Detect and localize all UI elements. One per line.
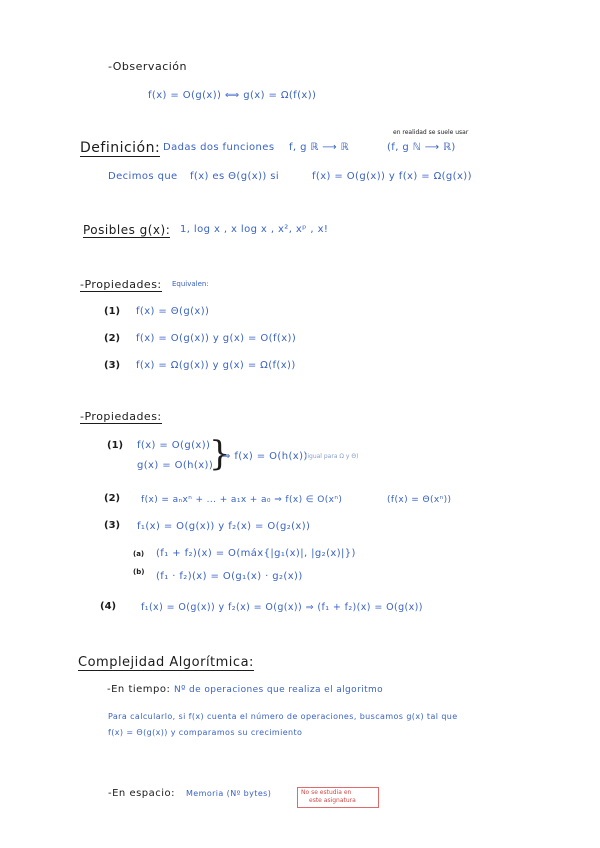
complejidad-heading: Complejidad Algorítmica: bbox=[78, 655, 254, 670]
prop2-2-num: (2) bbox=[104, 493, 121, 504]
prop1-item-1-num: (1) bbox=[104, 306, 121, 317]
curly-brace: } bbox=[209, 434, 231, 474]
espacio-text: Memoria (Nº bytes) bbox=[186, 789, 272, 798]
tiempo-label: -En tiempo: bbox=[107, 684, 171, 695]
prop2-2-b: (f(x) = Θ(xⁿ)) bbox=[387, 495, 452, 505]
posibles-list: 1, log x , x log x , x², xᵖ , x! bbox=[180, 224, 329, 235]
prop2-4: f₁(x) = O(g(x)) y f₂(x) = O(g(x)) ⇒ (f₁ + f₂)(x) = O(g(x)) bbox=[141, 602, 423, 613]
definicion-text: Dadas dos funciones bbox=[163, 142, 275, 153]
prop2-3-a-num: (a) bbox=[133, 550, 145, 558]
prop1-item-3-num: (3) bbox=[104, 360, 121, 371]
definicion-heading: Definición: bbox=[80, 140, 161, 156]
prop1-item-3: f(x) = Ω(g(x)) y g(x) = Ω(f(x)) bbox=[136, 360, 296, 371]
definicion-alt-note: en realidad se suele usar bbox=[393, 129, 469, 136]
prop2-1-note: (igual para Ω y Θ) bbox=[305, 453, 359, 460]
observacion-heading: -Observación bbox=[108, 60, 187, 73]
definicion-fg: f, g ℝ ⟶ ℝ bbox=[289, 142, 349, 153]
prop2-1-c: ⇒ f(x) = O(h(x)) bbox=[222, 451, 308, 462]
prop2-1-num: (1) bbox=[107, 440, 124, 451]
prop2-3-b-num: (b) bbox=[133, 568, 145, 576]
prop2-3-sub-a: (f₁ + f₂)(x) = O(máx{|g₁(x)|, |g₂(x)|}) bbox=[156, 548, 356, 559]
definicion-line2-c: f(x) = O(g(x)) y f(x) = Ω(g(x)) bbox=[312, 171, 472, 182]
observacion-formula: f(x) = O(g(x)) ⟺ g(x) = Ω(f(x)) bbox=[148, 90, 317, 101]
tiempo-text: Nº de operaciones que realiza el algoritmo bbox=[174, 685, 384, 695]
propiedades-heading-2: -Propiedades: bbox=[80, 410, 162, 423]
prop2-4-num: (4) bbox=[100, 601, 117, 612]
complejidad-para-line-2: f(x) = Θ(g(x)) y comparamos su crecimiento bbox=[108, 728, 303, 737]
propiedades-note: Equivalen: bbox=[172, 280, 209, 288]
prop1-item-2: f(x) = O(g(x)) y g(x) = O(f(x)) bbox=[136, 333, 297, 344]
prop2-3-a: f₁(x) = O(g(x)) y f₂(x) = O(g₂(x)) bbox=[137, 521, 311, 532]
propiedades-heading-1: -Propiedades: bbox=[80, 278, 162, 291]
prop2-3-num: (3) bbox=[104, 520, 121, 531]
prop2-1-b: g(x) = O(h(x)) bbox=[137, 460, 214, 471]
red-note-line-2: este asignatura bbox=[309, 797, 356, 804]
prop2-3-sub-b: (f₁ · f₂)(x) = O(g₁(x) · g₂(x)) bbox=[156, 571, 303, 582]
prop2-2-a: f(x) = aₙxⁿ + ... + a₁x + a₀ ⇒ f(x) ∈ O(xⁿ) bbox=[141, 495, 343, 505]
prop1-item-1: f(x) = Θ(g(x)) bbox=[136, 306, 210, 317]
espacio-label: -En espacio: bbox=[108, 788, 176, 799]
complejidad-para-line-1: Para calcularlo, si f(x) cuenta el número de operaciones, buscamos g(x) tal que bbox=[108, 712, 458, 721]
definicion-line2-a: Decimos que bbox=[108, 171, 178, 182]
prop1-item-2-num: (2) bbox=[104, 333, 121, 344]
red-note-line-1: No se estudia en bbox=[301, 789, 352, 796]
prop2-1-a: f(x) = O(g(x)) bbox=[137, 440, 211, 451]
definicion-alt: (f, g ℕ ⟶ ℝ) bbox=[387, 142, 456, 153]
posibles-heading: Posibles g(x): bbox=[83, 223, 171, 237]
definicion-line2-b: f(x) es Θ(g(x)) si bbox=[190, 171, 280, 182]
